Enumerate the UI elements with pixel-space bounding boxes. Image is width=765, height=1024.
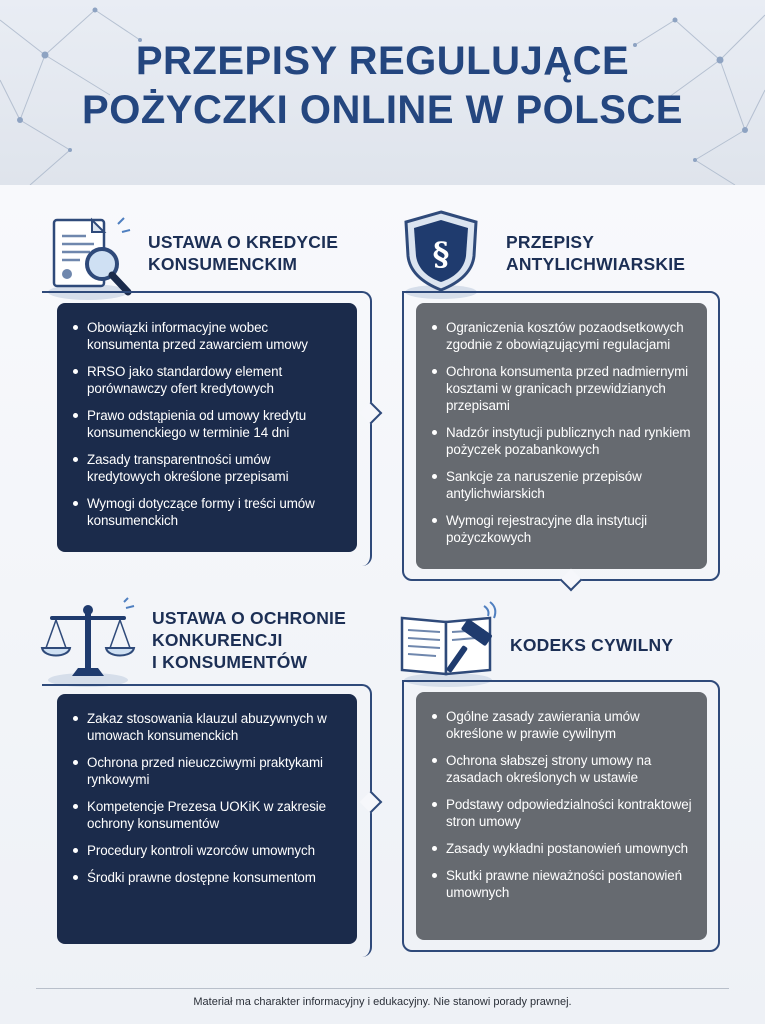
list-item: Skutki prawne nieważności postanowień umownych [430,867,693,901]
list-kodeks-cywilny [430,708,693,901]
list-item: Ochrona konsumenta przed nadmiernymi kosztami w granicach przewidzianych przepisami [430,363,693,414]
section-title-kodeks-cywilny: KODEKS CYWILNY [510,635,674,655]
shield-paragraph-icon [398,208,484,300]
header-banner [0,0,765,185]
list-item: Ochrona słabszej strony umowy na zasadach określonych w ustawie [430,752,693,786]
list-kredyt-konsumencki [71,319,343,529]
card-kredyt-konsumencki [57,303,357,552]
list-item: RRSO jako standardowy element porównawczy ofert kredytowych [71,363,343,397]
document-magnifier-icon [40,212,136,302]
list-item: Kompetencje Prezesa UOKiK w zakresie ochrony konsumentów [71,798,343,832]
card-antylichwiarskie [416,303,707,569]
card-kodeks-cywilny [416,692,707,940]
page-title-line1: PRZEPISY REGULUJĄCE [135,39,630,83]
book-gavel-icon [396,600,500,688]
list-item: Obowiązki informacyjne wobec konsumenta przed zawarciem umowy [71,319,343,353]
list-item: Wymogi dotyczące formy i treści umów konsumenckich [71,495,343,529]
list-antylichwiarskie [430,319,693,546]
page-title-line2: POŻYCZKI ONLINE W POLSCE [82,88,683,132]
list-item: Ochrona przed nieuczciwymi praktykami rynkowymi [71,754,343,788]
svg-text:§: § [432,235,450,273]
list-item: Ogólne zasady zawierania umów określone w prawie cywilnym [430,708,693,742]
list-item: Wymogi rejestracyjne dla instytucji pożyczkowych [430,512,693,546]
list-item: Sankcje za naruszenie przepisów antylichwiarskich [430,468,693,502]
footer-disclaimer: Materiał ma charakter informacyjny i edukacyjny. Nie stanowi porady prawnej. [193,996,572,1008]
list-item: Zasady wykładni postanowień umownych [430,840,693,857]
list-item: Podstawy odpowiedzialności kontraktowej stron umowy [430,796,693,830]
list-item: Zasady transparentności umów kredytowych określone przepisami [71,451,343,485]
card-ochrona-konkurencji [57,694,357,944]
footer-divider [36,988,729,989]
list-ochrona-konkurencji [71,710,343,886]
scales-icon [38,596,138,688]
section-title-antylichwiarskie: PRZEPISY ANTYLICHWIARSKIE [506,232,686,274]
list-item: Prawo odstąpienia od umowy kredytu konsumenckiego w terminie 14 dni [71,407,343,441]
list-item: Nadzór instytucji publicznych nad rynkiem pożyczek pozabankowych [430,424,693,458]
list-item: Procedury kontroli wzorców umownych [71,842,343,859]
list-item: Ograniczenia kosztów pozaodsetkowych zgodnie z obowiązującymi regulacjami [430,319,693,353]
section-title-kredyt-konsumencki: USTAWA O KREDYCIE KONSUMENCKIM [148,232,339,274]
section-title-ochrona-konkurencji: USTAWA O OCHRONIE KONKURENCJI I KONSUMENTÓW [152,608,346,672]
list-item: Środki prawne dostępne konsumentom [71,869,343,886]
list-item: Zakaz stosowania klauzul abuzywnych w umowach konsumenckich [71,710,343,744]
